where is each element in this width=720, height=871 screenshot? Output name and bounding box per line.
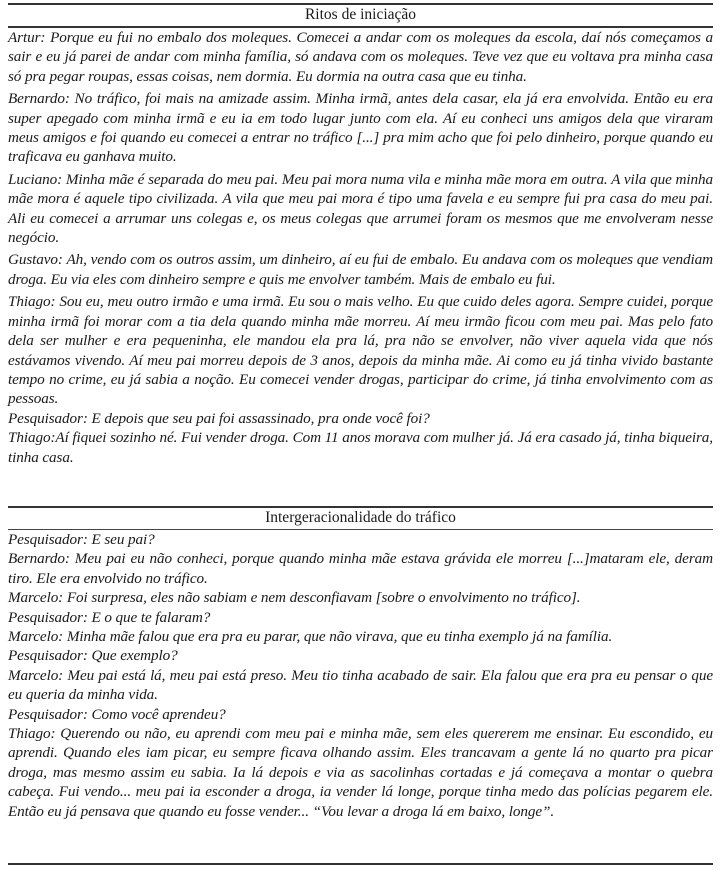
quote-pesquisador: Pesquisador: E seu pai? bbox=[8, 531, 155, 548]
section-header-ritos: Ritos de iniciação bbox=[304, 6, 417, 23]
section-ritos bbox=[8, 28, 713, 506]
quote-luciano: Luciano: Minha mãe é separada do meu pai. Meu pai mora numa vila e minha mãe mora em outra. A vila que minha mãe mora é aquele tipo civilizada. A vila que meu pai mora é tipo uma favela e eu sempre fui pra casa do meu pai. Ali eu comecei a arrumar uns colegas e, os meus colegas que arrumei foram os mesmos que me envolveram nesse negócio. bbox=[8, 170, 713, 247]
quote-pesquisador: Pesquisador: E o que te falaram? bbox=[8, 608, 211, 626]
bottom-rule bbox=[8, 863, 713, 865]
quote-gustavo: Gustavo: Ah, vendo com os outros assim, um dinheiro, aí eu fui de embalo. Eu andava com os moleques que vendiam droga. Eu via eles com dinheiro sempre e quis me envolver também. Mais de embalo eu fui. bbox=[8, 251, 713, 288]
quote-pesquisador: Pesquisador: Como você aprendeu? bbox=[8, 705, 226, 723]
quote-marcelo: Marcelo: Meu pai está lá, meu pai está preso. Meu tio tinha acabado de sair. Ela falou que era pra eu pensar o que eu queria da minha vida. bbox=[8, 666, 713, 704]
quote-bernardo: Bernardo: Meu pai eu não conheci, porque quando minha mãe estava grávida ele morreu [...]mataram ele, deram tiro. Ele era envolvido no tráfico. bbox=[8, 550, 713, 587]
quote-marcelo: Marcelo: Minha mãe falou que era pra eu parar, que não virava, que eu tinha exemplo já na família. bbox=[8, 628, 613, 646]
quote-artur: Artur: Porque eu fui no embalo dos moleques. Comecei a andar com os moleques da escola, daí nós começamos a sair e eu já parei de andar com minha família, só andava com os moleques. Teve vez que eu voltava pra minha casa só pra pegar roupas, essas coisas, nem dormia. Eu dormia na outra casa que eu tinha. bbox=[8, 29, 713, 85]
section-intergeracionalidade bbox=[8, 530, 713, 863]
quote-thiago: Thiago: Sou eu, meu outro irmão e uma irmã. Eu sou o mais velho. Eu que cuido deles agora. Sempre cuidei, porque minha irmã foi morar com a tia dela quando minha mãe morreu. Aí meu irmão ficou com meu pai. Mas pelo fato dela ser mulher e era pequeninha, ele mandou ela pra lá, pra não se envolver, não viver aquela vida que nós estávamos vivendo. Aí meu pai morreu depois de 3 anos, depois da minha mãe. Ai como eu já tinha vivido bastante tempo no crime, eu já sabia a noção. Eu comecei vender drogas, participar do crime, já tinha envolvimento com as pessoas. bbox=[8, 293, 713, 408]
quote-marcelo: Marcelo: Foi surpresa, eles não sabiam e nem desconfiavam [sobre o envolvimento no tráfico]. bbox=[8, 589, 581, 607]
quote-pesquisador: Pesquisador: E depois que seu pai foi assassinado, pra onde você foi? bbox=[8, 409, 430, 427]
section-header-intergeracionalidade: Intergeracionalidade do tráfico bbox=[265, 509, 456, 526]
quote-thiago-2: Thiago:Aí fiquei sozinho né. Fui vender droga. Com 11 anos morava com mulher já. Já era casado já, tinha biqueira, tinha casa. bbox=[8, 429, 713, 466]
quote-thiago: Thiago: Querendo ou não, eu aprendi com meu pai e minha mãe, sem eles quererem me ensinar. Eu escondido, eu aprendi. Quando eles iam picar, eu sempre ficava olhando assim. Eles trancavam a gente lá no quarto pra picar droga, mas mesmo assim eu sabia. Ia lá depois e via as sacolinhas cortadas e já começava a montar o quebra cabeça. Fui vendo... meu pai ia esconder a droga, ia vender lá longe, porque tinha medo das polícias pegarem ele. Então eu já pensava que quando eu fosse vender... “Vou levar a droga lá em baixo, longe”. bbox=[8, 725, 713, 820]
quote-bernardo: Bernardo: No tráfico, foi mais na amizade assim. Minha irmã, antes dela casar, ela já era envolvida. Então eu era super apegado com minha irmã e eu ia em todo lugar junto com ela. Aí eu conheci uns amigos dela que viraram meus amigos e foi quando eu comecei a entrar no tráfico [...] pra mim acho que foi pelo dinheiro, porque quando eu traficava eu ganhava muito. bbox=[8, 90, 713, 166]
quote-pesquisador: Pesquisador: Que exemplo? bbox=[8, 647, 178, 665]
